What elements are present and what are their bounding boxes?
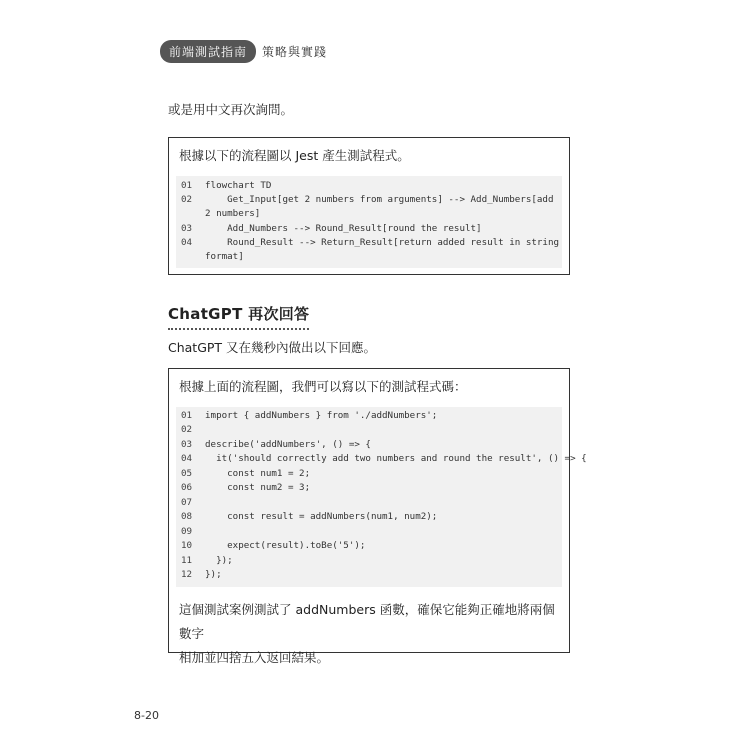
code-line	[181, 223, 558, 234]
code-text: 2 numbers]	[205, 208, 261, 219]
code-line	[181, 424, 558, 435]
line-number: 12	[181, 569, 193, 580]
code-text: it('should correctly add two numbers and round the result', () => {	[205, 453, 587, 464]
line-number: 06	[181, 482, 193, 493]
code-line	[181, 497, 558, 508]
prompt-box	[168, 137, 570, 275]
closing-line-1: 這個測試案例測試了 addNumbers 函數，確保它能夠正確地將兩個數字	[179, 602, 555, 641]
code-text: describe('addNumbers', () => {	[205, 439, 371, 450]
code-text: const num1 = 2;	[205, 468, 311, 479]
header-subtitle: 策略與實踐	[262, 45, 328, 59]
prompt-text: 根據以下的流程圖以 Jest 產生測試程式。	[179, 148, 410, 163]
line-number: 10	[181, 540, 193, 551]
code-line	[181, 439, 558, 450]
answer-intro: ChatGPT 又在幾秒內做出以下回應。	[168, 340, 377, 355]
code-text: format]	[205, 251, 244, 262]
code-line	[181, 208, 558, 219]
code-text: flowchart TD	[205, 180, 272, 191]
code-line	[181, 468, 558, 479]
code-text: import { addNumbers } from './addNumbers';	[205, 410, 438, 421]
code-line	[181, 482, 558, 493]
line-number: 08	[181, 511, 193, 522]
code-line	[181, 569, 558, 580]
code-line	[181, 251, 558, 262]
code-text: Round_Result --> Return_Result[return added result in string	[205, 237, 560, 248]
line-number: 04	[181, 453, 193, 464]
section-title: ChatGPT 再次回答	[168, 303, 309, 330]
line-number: 07	[181, 497, 193, 508]
code-line	[181, 410, 558, 421]
code-text: expect(result).toBe('5');	[205, 540, 366, 551]
page-number: 8-20	[134, 709, 159, 722]
intro-text: 或是用中文再次詢問。	[168, 102, 294, 117]
code-line	[181, 526, 558, 537]
code-line	[181, 180, 558, 191]
code-line	[181, 194, 558, 205]
line-number: 02	[181, 194, 193, 205]
answer-lead: 根據上面的流程圖，我們可以寫以下的測試程式碼：	[179, 379, 467, 394]
line-number: 03	[181, 223, 193, 234]
code-text: const result = addNumbers(num1, num2);	[205, 511, 438, 522]
line-number: 04	[181, 237, 193, 248]
line-number: 05	[181, 468, 193, 479]
prompt-code-block	[176, 176, 562, 268]
line-number: 09	[181, 526, 193, 537]
code-line	[181, 555, 558, 566]
answer-box	[168, 368, 587, 665]
code-line	[181, 511, 558, 522]
running-header	[160, 40, 327, 63]
line-number: 02	[181, 424, 193, 435]
line-number: 01	[181, 180, 193, 191]
code-text: Add_Numbers --> Round_Result[round the result]	[205, 223, 482, 234]
chapter-badge: 前端測試指南	[160, 40, 256, 63]
code-line	[181, 453, 587, 464]
answer-code-block	[176, 407, 587, 587]
line-number: 03	[181, 439, 193, 450]
code-text: Get_Input[get 2 numbers from arguments] --> Add_Numbers[add	[205, 194, 554, 205]
code-line	[181, 540, 558, 551]
code-text: });	[205, 555, 233, 566]
closing-line-2: 相加並四捨五入返回結果。	[179, 650, 330, 665]
code-line	[181, 237, 558, 248]
line-number: 11	[181, 555, 193, 566]
code-text: });	[205, 569, 222, 580]
code-text: const num2 = 3;	[205, 482, 311, 493]
line-number: 01	[181, 410, 193, 421]
answer-closing	[179, 598, 559, 670]
